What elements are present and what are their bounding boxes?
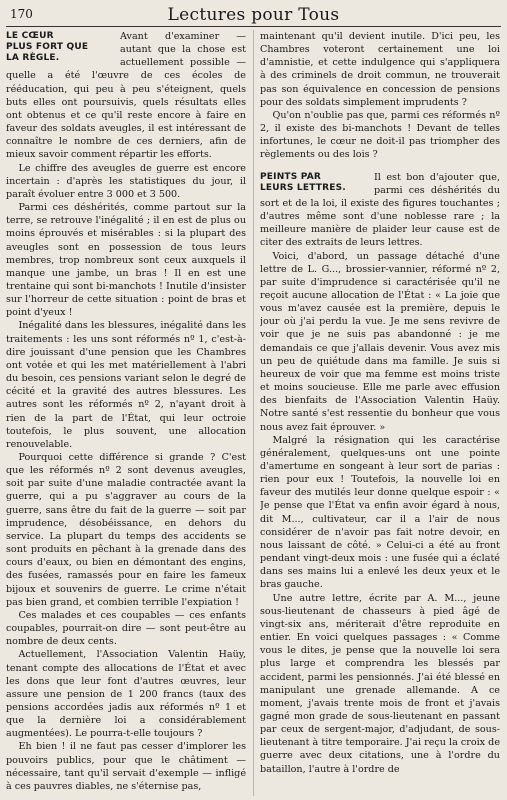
heading-line: PEINTS PAR (260, 171, 322, 182)
paragraph: Une autre lettre, écrite par A. M..., jeune sous-lieutenant de chasseurs à pied âgé de vingt-six ans, mériterait d'être reproduite en entier. En voici quelques passages : « Comme vous le dites, je pense que la nouvelle loi sera plus large et comprendra les blessés par accident, parmi les pensionnés. J'ai été blessé en manipulant une grenade allemande. A ce moment, j'avais trente mois de front et j'avais gagné mon grade de sous-lieutenant en passant par ceux de sergent-major, d'adjudant, de sous-lieutenant à titre temporaire. J'ai reçu la croix de guerre avec deux citations, une à l'ordre du bataillon, l'autre à l'ordre de (260, 592, 500, 775)
heading-line: LEURS LETTRES. (260, 182, 346, 193)
heading-line: LA RÈGLE. (6, 53, 60, 63)
paragraph: Avant d'examiner — autant que la chose est actuellement possible — quelle a été l'œuvre de ces écoles de rééducation, qui peu à peu s'éteignent, quels buts elles ont poursuivis, quels résultats elles ont obtenus et ce qu'il reste encore à faire en faveur des soldats aveugles, il est intéressant de connaître le nombre de ces derniers, afin de mieux savoir comment répartir les efforts. (6, 31, 246, 161)
left-column (6, 30, 246, 796)
column-divider (253, 30, 254, 796)
section-heading-lettres (260, 172, 364, 194)
paragraph: Inégalité dans les blessures, inégalité dans les traitements : les uns sont réformés nº 1, c'est-à-dire jouissant d'une pension que les Chambres ont votée et qui les met matériellement à l'abri du besoin, ces pensions variant selon le degré de cécité et la gravité des autres blessures. Les autres sont les réformés nº 2, n'ayant droit à rien de la part de l'État, qui leur octroie toutefois, le plus souvent, une allocation renouvelable. (6, 320, 246, 450)
paragraph: maintenant qu'il devient inutile. D'ici peu, les Chambres voteront certainement une loi d'amnistie, et cette indulgence qui s'appliquera à des criminels de droit commun, ne trouverait pas son équivalence en concession de pensions pour des soldats simplement imprudents ? (260, 31, 500, 108)
page-number: 170 (10, 7, 33, 21)
heading-line: PLUS FORT QUE (6, 42, 89, 52)
paragraph: Il est bon d'ajouter que, parmi ces déshérités du sort et de la loi, il existe des figures touchantes ; d'autres même sont d'une noblesse rare ; la meilleure manière de plaider leur cause est de citer des extraits de leurs lettres. (260, 171, 500, 249)
paragraph: Pourquoi cette différence si grande ? C'est que les réformés nº 2 sont devenus aveugles, soit par suite d'une maladie contractée avant la guerre, qui a pu s'aggraver au cours de la guerre, sans être du fait de la guerre — soit par imprudence, désobéissance, en dehors du service. La plupart du temps des accidents se sont produits en pêchant à la grenade dans des cours d'eaux, ou bien en démontant des engins, des fusées, ramassés pour en faire les fameux bijoux et souvenirs de guerre. Le crime n'était pas bien grand, et combien terrible l'expiation ! (6, 452, 246, 608)
running-title: Lectures pour Tous (167, 5, 340, 25)
paragraph: Le chiffre des aveugles de guerre est encore incertain : d'après les statistiques du jour, il paraît évoluer entre 3 000 et 3 500. (6, 162, 246, 200)
page-header (6, 4, 501, 27)
right-column (260, 30, 500, 796)
paragraph: Malgré la résignation qui les caractérise généralement, quelques-uns ont une pointe d'amertume en songeant à leur sort de parias : rien pour eux ! Toutefois, la nouvelle loi en faveur des mutilés leur donne quelque espoir : « Je pense que l'État va enfin avoir égard à nous, dit M..., cultivateur, car il a l'air de nous considérer de n'avoir pas fait notre devoir, en nous laissant de côté. » Celui-ci a été au front pendant vingt-deux mois : une fusée qui a éclaté dans ses mains lui a enlevé les deux yeux et le bras gauche. (260, 434, 500, 591)
paragraph: Qu'on n'oublie pas que, parmi ces réformés nº 2, il existe des bi-manchots ! Devant de telles infortunes, le cœur ne doit-il pas triompher des règlements ou des lois ? (260, 109, 500, 161)
paragraph: Parmi ces déshérités, comme partout sur la terre, se retrouve l'inégalité ; il en est de plus ou moins éprouvés et misérables : si la plupart des aveugles sont en possession de tous leurs membres, trop nombreux sont ceux auxquels il manque une jambe, un bras ! Il en est une trentaine qui sont bi-manchots ! Inutile d'insister sur l'horreur de cette situation : point de bras et point d'yeux ! (6, 202, 246, 319)
paragraph: Voici, d'abord, un passage détaché d'une lettre de L. G..., brossier-vannier, réformé nº 2, par suite d'imprudence si caractérisée qu'il ne reçoit aucune allocation de l'État : « La joie que vous m'avez causée est la première, depuis le jour où j'ai perdu la vue. Je me sens revivre de voir que je ne suis pas abandonné : je me demandais ce que j'allais devenir. Vous avez mis un peu de quiétude dans ma famille. Je suis si heureux de voir que ma femme est moins triste et moins soucieuse. Elle me parle avec effusion des bienfaits de l'Association Valentin Haüy. Notre santé s'est ressentie du bonheur que vous nous avez fait éprouver. » (260, 250, 500, 433)
heading-line: LE CŒUR (6, 31, 54, 41)
paragraph: Actuellement, l'Association Valentin Haüy, tenant compte des allocations de l'État et avec les dons que leur font d'autres œuvres, leur assure une pension de 1 200 francs (taux des pensions accordées jadis aux réformés nº 1 et que la dernière loi a considérablement augmentées). Le pourra-t-elle toujours ? (6, 649, 246, 740)
paragraph: Ces malades et ces coupables — ces enfants coupables, pourrait-on dire — sont peut-être au nombre de deux cents. (6, 609, 246, 648)
section-heading-coeur (6, 31, 110, 64)
paragraph: Eh bien ! il ne faut pas cesser d'implorer les pouvoirs publics, pour que le châtiment — nécessaire, tant qu'il servait d'exemple — infligé à ces pauvres diables, ne s'éternise pas, (6, 741, 246, 792)
